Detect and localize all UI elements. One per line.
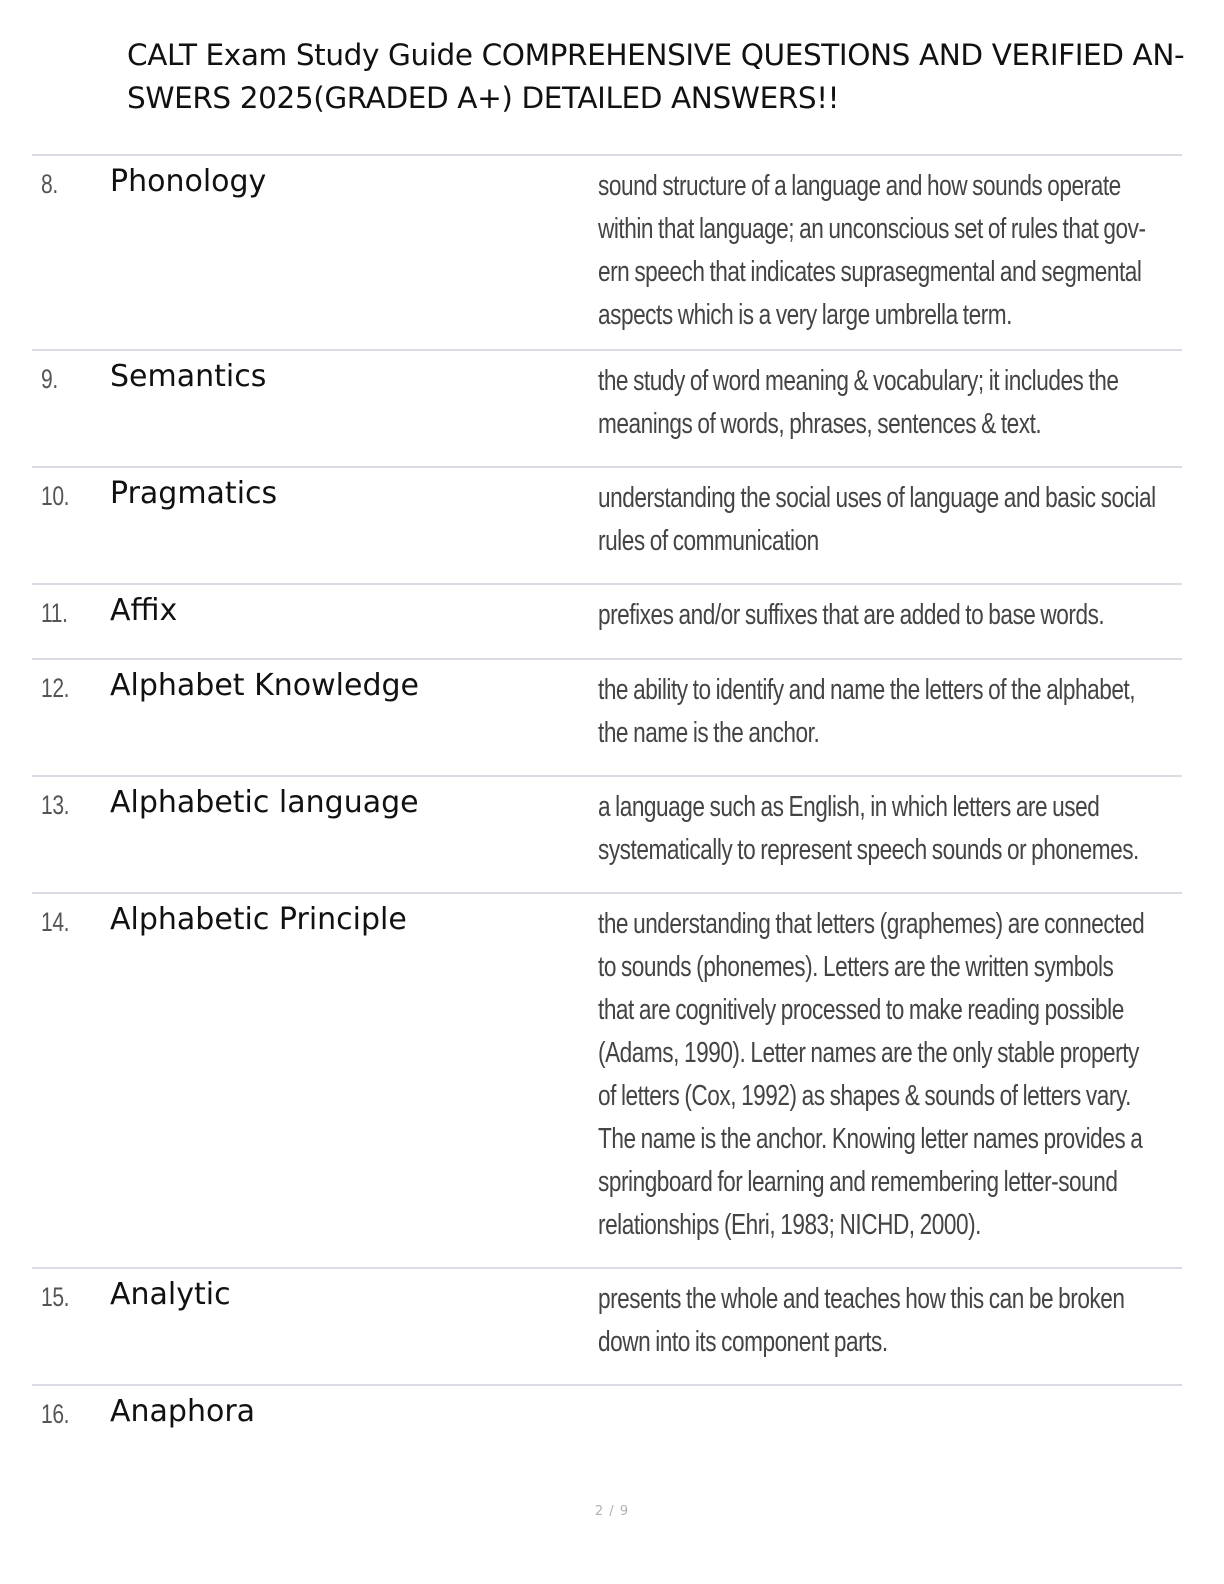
definition-line: understanding the social uses of language and basic social — [598, 482, 1156, 514]
card-number: 11. — [41, 598, 68, 628]
card-number: 14. — [41, 907, 70, 937]
card-term: Alphabetic language — [110, 785, 419, 820]
flashcard-row — [32, 658, 1182, 775]
card-definition — [598, 594, 1175, 637]
document-title — [127, 34, 1212, 120]
definition-line: of letters (Cox, 1992) as shapes & sounds of letters vary. — [598, 1080, 1131, 1112]
flashcard-row — [32, 1384, 1182, 1464]
definition-line: prefixes and/or suffixes that are added to base words. — [598, 599, 1105, 631]
definition-line: aspects which is a very large umbrella term. — [598, 299, 1012, 331]
definition-line: to sounds (phonemes). Letters are the written symbols — [598, 951, 1114, 983]
definition-line: down into its component parts. — [598, 1326, 888, 1358]
card-definition — [598, 1278, 1175, 1364]
card-number: 13. — [41, 790, 70, 820]
card-term: Analytic — [110, 1277, 231, 1312]
flashcard-row — [32, 892, 1182, 1267]
card-number: 15. — [41, 1282, 70, 1312]
definition-line: the study of word meaning & vocabulary; it includes the — [598, 365, 1119, 397]
flashcard-row — [32, 1267, 1182, 1384]
card-term: Affix — [110, 593, 178, 628]
card-number: 9. — [41, 364, 58, 394]
definition-line: The name is the anchor. Knowing letter names provides a — [598, 1123, 1143, 1155]
card-term: Phonology — [110, 164, 267, 199]
definition-line: systematically to represent speech sounds or phonemes. — [598, 834, 1139, 866]
card-term: Alphabet Knowledge — [110, 668, 420, 703]
card-number: 8. — [41, 169, 58, 199]
card-definition — [598, 360, 1175, 446]
flashcard-row — [32, 466, 1182, 583]
page-indicator: 2 / 9 — [594, 1504, 630, 1519]
definition-line: that are cognitively processed to make reading possible — [598, 994, 1124, 1026]
definition-line: (Adams, 1990). Letter names are the only stable property — [598, 1037, 1139, 1069]
definition-line: ern speech that indicates suprasegmental and segmental — [598, 256, 1142, 288]
definition-line: springboard for learning and remembering letter-sound — [598, 1166, 1118, 1198]
flashcard-list — [32, 154, 1182, 1464]
document-title-line: CALT Exam Study Guide COMPREHENSIVE QUESTIONS AND VERIFIED AN- — [127, 38, 1185, 72]
card-definition — [598, 165, 1175, 337]
card-definition — [598, 786, 1175, 872]
card-number: 16. — [41, 1399, 70, 1429]
card-term: Pragmatics — [110, 476, 278, 511]
flashcard-row — [32, 154, 1182, 349]
definition-line: within that language; an unconscious set of rules that gov- — [598, 213, 1146, 245]
definition-line: the name is the anchor. — [598, 717, 820, 749]
flashcard-row — [32, 775, 1182, 892]
card-number: 12. — [41, 673, 70, 703]
card-term: Alphabetic Principle — [110, 902, 407, 937]
definition-line: meanings of words, phrases, sentences & text. — [598, 408, 1042, 440]
definition-line: a language such as English, in which letters are used — [598, 791, 1100, 823]
card-definition — [598, 477, 1175, 563]
definition-line: presents the whole and teaches how this can be broken — [598, 1283, 1125, 1315]
document-title-line: SWERS 2025(GRADED A+) DETAILED ANSWERS!! — [127, 81, 840, 115]
card-definition — [598, 903, 1175, 1247]
card-term: Semantics — [110, 359, 267, 394]
flashcard-row — [32, 583, 1182, 658]
definition-line: relationships (Ehri, 1983; NICHD, 2000). — [598, 1209, 981, 1241]
definition-line: sound structure of a language and how sounds operate — [598, 170, 1121, 202]
card-definition — [598, 669, 1175, 755]
definition-line: rules of communication — [598, 525, 819, 557]
card-term: Anaphora — [110, 1394, 256, 1429]
definition-line: the ability to identify and name the letters of the alphabet, — [598, 674, 1136, 706]
flashcard-row — [32, 349, 1182, 466]
definition-line: the understanding that letters (graphemes) are connected — [598, 908, 1145, 940]
card-number: 10. — [41, 481, 70, 511]
